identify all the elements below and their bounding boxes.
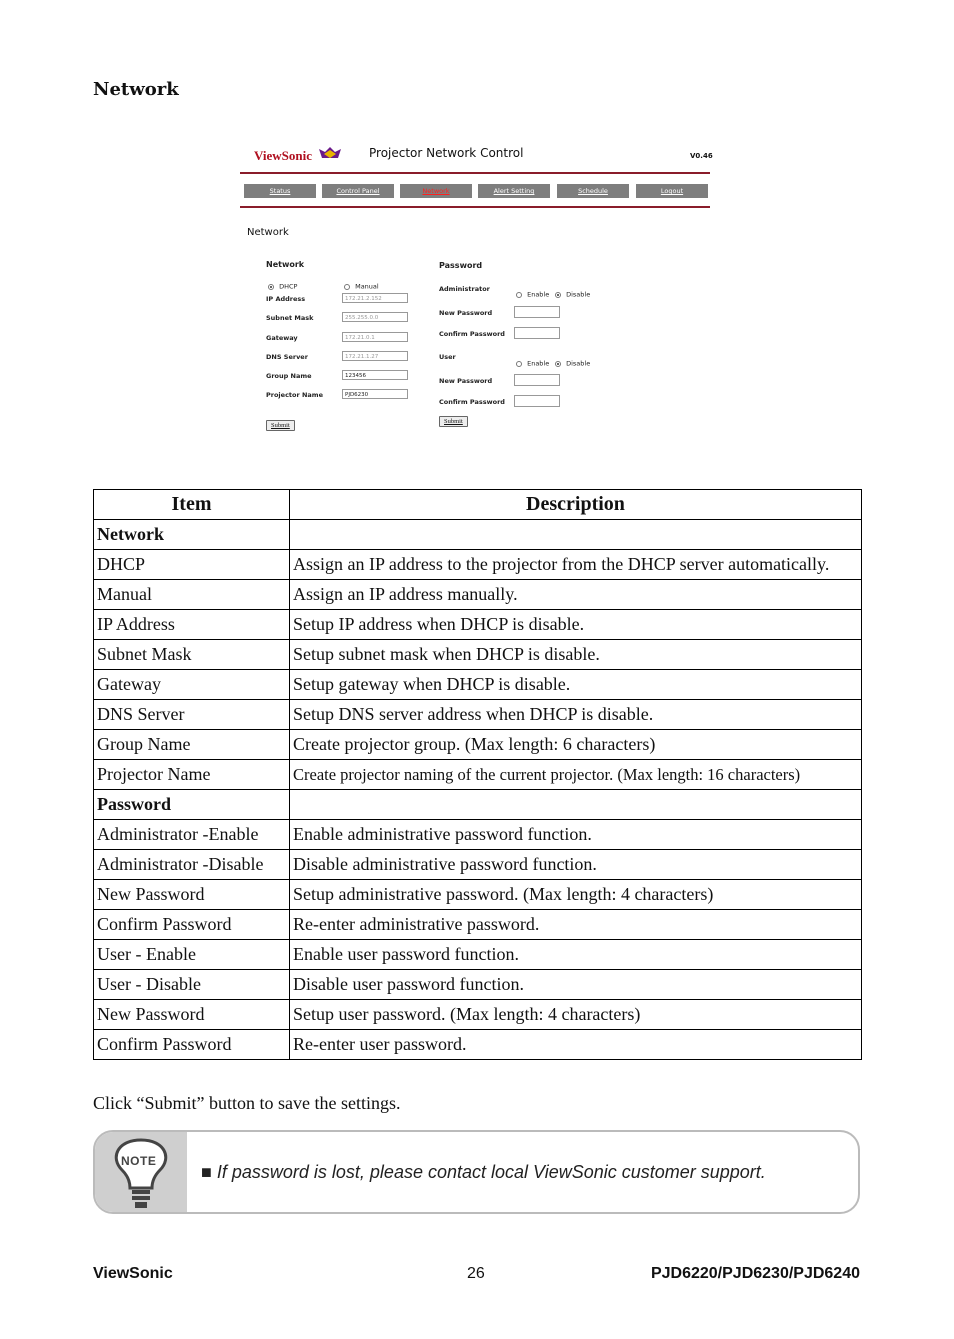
item-cell: Administrator -Disable <box>94 850 290 880</box>
admin-new-password-field[interactable] <box>514 306 560 318</box>
dhcp-label: DHCP <box>279 282 298 291</box>
admin-enable-label: Enable <box>527 290 550 299</box>
item-cell: Manual <box>94 580 290 610</box>
password-submit-button[interactable]: Submit <box>439 416 468 427</box>
description-cell: Setup DNS server address when DHCP is disable. <box>290 700 862 730</box>
description-cell: Enable administrative password function. <box>290 820 862 850</box>
settings-table <box>93 489 862 1060</box>
user-disable-radio[interactable] <box>555 353 590 372</box>
item-cell: New Password <box>94 880 290 910</box>
section-label: Network <box>94 520 290 550</box>
nav-network[interactable]: Network <box>400 184 472 198</box>
note-box <box>93 1130 860 1214</box>
note-text: ■ If password is lost, please contact local ViewSonic customer support. <box>201 1162 766 1182</box>
item-cell: Group Name <box>94 730 290 760</box>
admin-enable-radio[interactable] <box>516 284 549 303</box>
description-cell: Setup gateway when DHCP is disable. <box>290 670 862 700</box>
description-cell: Disable administrative password function. <box>290 850 862 880</box>
group-name-field[interactable]: 123456 <box>342 370 408 380</box>
ip-address-label: IP Address <box>266 295 306 303</box>
table-row <box>94 550 862 580</box>
admin-disable-label: Disable <box>566 290 591 299</box>
table-row <box>94 700 862 730</box>
description-cell <box>290 790 862 820</box>
note-icon-panel <box>95 1132 187 1212</box>
user-confirm-password-label: Confirm Password <box>439 398 505 406</box>
user-enable-radio-button[interactable] <box>516 361 522 367</box>
administrator-label: Administrator <box>439 285 490 293</box>
nav-control-panel[interactable]: Control Panel <box>322 184 394 198</box>
description-cell: Enable user password function. <box>290 940 862 970</box>
projector-name-label: Projector Name <box>266 391 323 399</box>
ip-address-field[interactable]: 172.21.2.152 <box>342 293 408 303</box>
section-label: Password <box>94 790 290 820</box>
admin-disable-radio-button[interactable] <box>555 292 561 298</box>
user-enable-label: Enable <box>527 359 550 368</box>
description-cell: Setup administrative password. (Max length: 4 characters) <box>290 880 862 910</box>
table-row <box>94 670 862 700</box>
top-divider <box>240 172 710 174</box>
table-row <box>94 1000 862 1030</box>
admin-disable-radio[interactable] <box>555 284 590 303</box>
description-cell: Setup subnet mask when DHCP is disable. <box>290 640 862 670</box>
description-cell <box>290 520 862 550</box>
table-row <box>94 1030 862 1060</box>
nav-bar <box>244 184 710 198</box>
network-control-screenshot <box>238 140 713 440</box>
footer-brand: ViewSonic <box>93 1265 173 1282</box>
user-disable-label: Disable <box>566 359 591 368</box>
dns-server-field[interactable]: 172.21.1.27 <box>342 351 408 361</box>
gateway-label: Gateway <box>266 334 298 342</box>
dhcp-radio[interactable] <box>268 276 297 295</box>
table-header-row <box>94 490 862 520</box>
admin-new-password-label: New Password <box>439 309 493 317</box>
item-cell: Administrator -Enable <box>94 820 290 850</box>
lightbulb-note-icon <box>95 1132 187 1214</box>
item-cell: User - Disable <box>94 970 290 1000</box>
nav-divider <box>240 206 710 208</box>
item-cell: Gateway <box>94 670 290 700</box>
user-new-password-field[interactable] <box>514 374 560 386</box>
description-column-header: Description <box>290 490 862 520</box>
user-enable-radio[interactable] <box>516 353 549 372</box>
manual-label: Manual <box>355 282 379 291</box>
table-row <box>94 850 862 880</box>
description-cell: Create projector group. (Max length: 6 characters) <box>290 730 862 760</box>
table-row <box>94 910 862 940</box>
subnet-mask-label: Subnet Mask <box>266 314 314 322</box>
description-cell: Assign an IP address manually. <box>290 580 862 610</box>
description-cell: Disable user password function. <box>290 970 862 1000</box>
item-cell: Confirm Password <box>94 1030 290 1060</box>
section-title: Network <box>247 227 289 238</box>
table-row <box>94 970 862 1000</box>
table-row <box>94 730 862 760</box>
brand-logo: ViewSonic <box>254 148 313 163</box>
item-cell: Subnet Mask <box>94 640 290 670</box>
user-label: User <box>439 353 456 361</box>
nav-alert-setting[interactable]: Alert Setting <box>478 184 550 198</box>
manual-radio-button[interactable] <box>344 284 350 290</box>
nav-logout[interactable]: Logout <box>636 184 708 198</box>
network-submit-button[interactable]: Submit <box>266 420 295 431</box>
description-cell: Create projector naming of the current projector. (Max length: 16 characters) <box>290 760 862 790</box>
note-icon-label: NOTE <box>121 1154 157 1168</box>
dns-server-label: DNS Server <box>266 353 308 361</box>
gateway-field[interactable]: 172.21.0.1 <box>342 332 408 342</box>
projector-name-field[interactable]: PJD6230 <box>342 389 408 399</box>
subnet-mask-field[interactable]: 255.255.0.0 <box>342 312 408 322</box>
table-row <box>94 640 862 670</box>
table-section-row <box>94 790 862 820</box>
network-group-title: Network <box>266 260 305 269</box>
app-title: Projector Network Control <box>369 146 524 160</box>
table-row <box>94 580 862 610</box>
item-cell: Projector Name <box>94 760 290 790</box>
table-section-row <box>94 520 862 550</box>
description-cell: Re-enter administrative password. <box>290 910 862 940</box>
item-cell: Confirm Password <box>94 910 290 940</box>
description-cell: Re-enter user password. <box>290 1030 862 1060</box>
description-cell: Assign an IP address to the projector from the DHCP server automatically. <box>290 550 862 580</box>
page-number: 26 <box>467 1265 485 1282</box>
table-row <box>94 940 862 970</box>
table-row <box>94 760 862 790</box>
table-row <box>94 820 862 850</box>
description-cell: Setup user password. (Max length: 4 characters) <box>290 1000 862 1030</box>
user-confirm-password-field[interactable] <box>514 395 560 407</box>
footer-models: PJD6220/PJD6230/PJD6240 <box>650 1265 860 1282</box>
item-cell: DNS Server <box>94 700 290 730</box>
password-group-title: Password <box>439 261 483 270</box>
table-row <box>94 610 862 640</box>
description-cell: Setup IP address when DHCP is disable. <box>290 610 862 640</box>
user-disable-radio-button[interactable] <box>555 361 561 367</box>
group-name-label: Group Name <box>266 372 312 380</box>
nav-status[interactable]: Status <box>244 184 316 198</box>
version-label: V0.46 <box>690 152 713 160</box>
item-cell: DHCP <box>94 550 290 580</box>
admin-enable-radio-button[interactable] <box>516 292 522 298</box>
item-cell: IP Address <box>94 610 290 640</box>
table-row <box>94 880 862 910</box>
item-cell: New Password <box>94 1000 290 1030</box>
dhcp-radio-button[interactable] <box>268 284 274 290</box>
admin-confirm-password-label: Confirm Password <box>439 330 505 338</box>
instruction-text: Click “Submit” button to save the settings. <box>93 1093 401 1113</box>
admin-confirm-password-field[interactable] <box>514 327 560 339</box>
user-new-password-label: New Password <box>439 377 493 385</box>
nav-schedule[interactable]: Schedule <box>557 184 629 198</box>
page-heading: Network <box>93 79 179 100</box>
item-cell: User - Enable <box>94 940 290 970</box>
item-column-header: Item <box>94 490 290 520</box>
birds-logo-icon <box>318 146 342 160</box>
